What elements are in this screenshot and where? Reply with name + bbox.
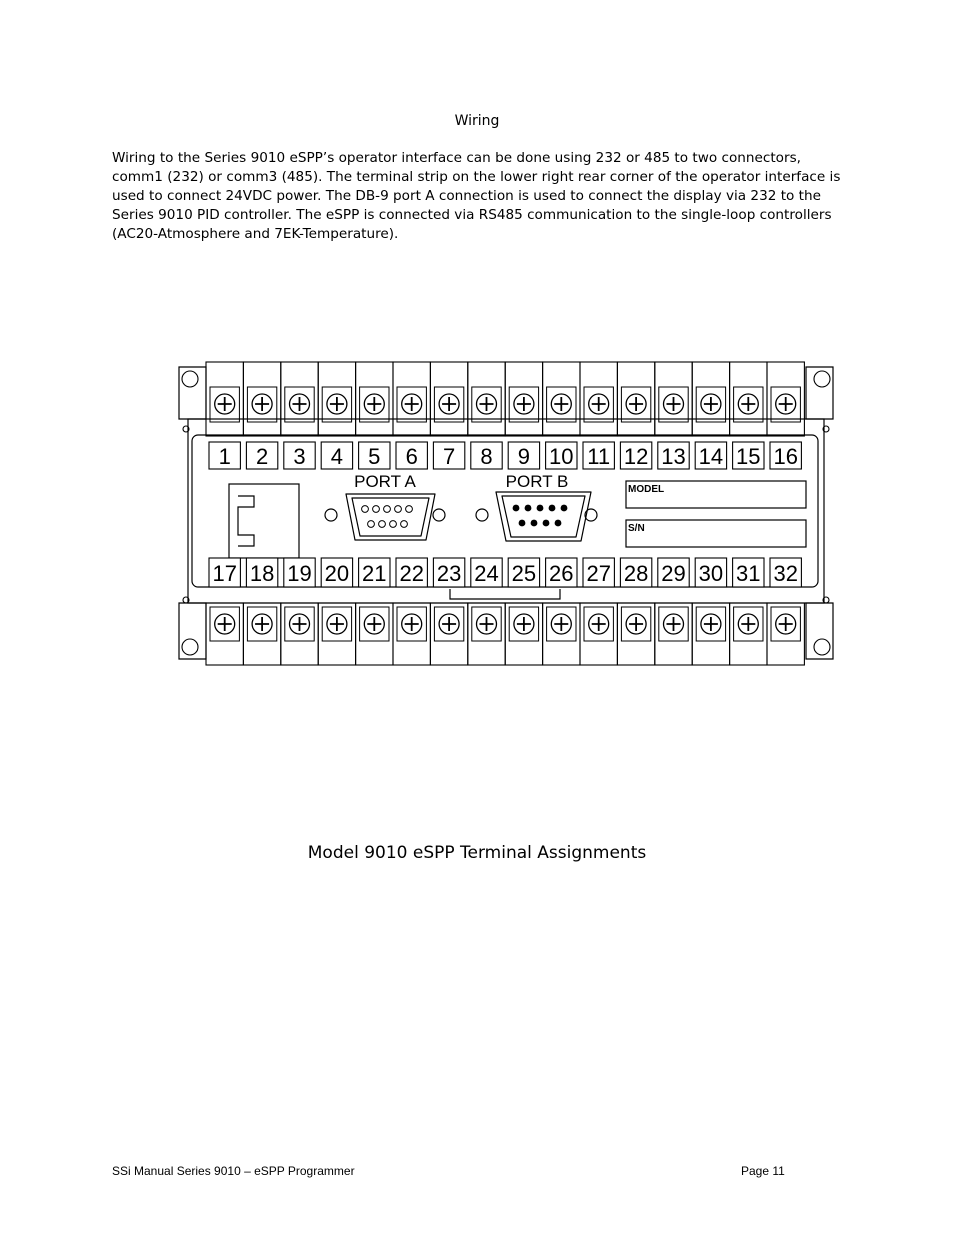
bottom-terminal-screw-slot: [741, 617, 755, 631]
bottom-terminal-number: 19: [287, 561, 312, 586]
bottom-terminal-number: 25: [511, 561, 537, 586]
top-terminal-screw-slot: [592, 397, 606, 411]
top-terminal-number: 10: [549, 444, 574, 469]
bottom-terminal-number: 32: [773, 561, 798, 586]
port-b-pin: [525, 505, 532, 512]
top-terminal-number: 8: [480, 444, 493, 469]
port-b-pin: [555, 520, 562, 527]
port-a-inner: [352, 498, 429, 536]
top-terminal-screw-slot: [218, 397, 232, 411]
port-a-pin: [368, 521, 375, 528]
terminal-diagram: [176, 357, 836, 671]
bottom-terminal-screw-slot: [554, 617, 568, 631]
top-terminal-screw-slot: [517, 397, 531, 411]
mounting-hole: [182, 371, 198, 387]
bottom-terminal-number: 17: [212, 561, 237, 586]
bottom-terminal-number: 27: [586, 561, 611, 586]
port-b-pin: [561, 505, 568, 512]
rj-jack-tab: [238, 496, 254, 546]
bottom-terminal-screw-slot: [330, 617, 344, 631]
bottom-terminal-number: 22: [399, 561, 424, 586]
bottom-terminal-screw-slot: [405, 617, 419, 631]
footer-page-number: Page 11: [741, 1164, 785, 1178]
port-b-pin: [519, 520, 526, 527]
footer-document-title: SSi Manual Series 9010 – eSPP Programmer: [112, 1164, 355, 1178]
bottom-terminal-screw-slot: [704, 617, 718, 631]
top-terminal-screw-slot: [554, 397, 568, 411]
top-terminal-screw-slot: [367, 397, 381, 411]
section-heading: Wiring: [454, 113, 500, 129]
top-terminal-number: 4: [330, 444, 344, 469]
top-terminal-number: 11: [587, 444, 611, 469]
top-terminal-screw-slot: [779, 397, 793, 411]
bottom-terminal-screw-slot: [442, 617, 456, 631]
port-b-pin: [537, 505, 544, 512]
figure-caption: Model 9010 eSPP Terminal Assignments: [307, 843, 647, 863]
top-terminal-number: 12: [623, 444, 649, 469]
top-terminal-number: 3: [293, 444, 306, 469]
mounting-hole: [814, 639, 830, 655]
port-a-pin: [406, 506, 413, 513]
top-terminal-screw-slot: [480, 397, 494, 411]
bottom-terminal-number: 29: [661, 561, 686, 586]
bottom-terminal-screw-slot: [517, 617, 531, 631]
mounting-hole: [182, 639, 198, 655]
port-b-pin: [549, 505, 556, 512]
bottom-terminal-screw-slot: [255, 617, 269, 631]
rj-jack: [229, 484, 299, 558]
jumper-link: [450, 589, 560, 599]
top-terminal-screw-slot: [405, 397, 419, 411]
top-terminal-number: 9: [517, 444, 531, 469]
top-terminal-screw-slot: [255, 397, 269, 411]
mounting-hole: [814, 371, 830, 387]
bottom-terminal-screw-slot: [667, 617, 681, 631]
top-terminal-number: 6: [405, 444, 418, 469]
port-a-pin: [362, 506, 369, 513]
top-terminal-number: 7: [442, 444, 456, 469]
port-b-inner: [502, 496, 585, 537]
port-b-left-screw: [476, 509, 488, 521]
bottom-terminal-screw-slot: [629, 617, 643, 631]
port-a-pin: [379, 521, 386, 528]
top-terminal-screw-slot: [330, 397, 344, 411]
top-terminal-number: 1: [218, 444, 231, 469]
top-terminal-number: 14: [698, 444, 724, 469]
port-b-pin: [513, 505, 520, 512]
top-terminal-screw-slot: [741, 397, 755, 411]
port-a-pin: [390, 521, 397, 528]
port-a-right-screw: [433, 509, 445, 521]
top-terminal-number: 5: [368, 444, 381, 469]
top-terminal-number: 16: [773, 444, 798, 469]
port-a-pin: [373, 506, 380, 513]
bottom-terminal-number: 31: [736, 561, 761, 586]
top-terminal-screw-slot: [442, 397, 456, 411]
bottom-terminal-screw-slot: [293, 617, 307, 631]
bottom-terminal-screw-slot: [218, 617, 232, 631]
bottom-terminal-number: 18: [249, 561, 275, 586]
port-a-pin: [401, 521, 408, 528]
port-a-label: PORT A: [354, 472, 416, 491]
bottom-terminal-screw-slot: [592, 617, 606, 631]
port-a-pin: [384, 506, 391, 513]
top-terminal-screw-slot: [667, 397, 681, 411]
bottom-terminal-screw-slot: [367, 617, 381, 631]
top-terminal-number: 13: [661, 444, 686, 469]
serial-label: S/N: [628, 523, 645, 534]
bottom-terminal-screw-slot: [779, 617, 793, 631]
intro-paragraph: Wiring to the Series 9010 eSPP’s operator interface can be done using 232 or 485 to two connectors, comm1 (232) or comm3 (485). The terminal strip on the lower right rear corner of the operator interface is used to connect 24VDC power. The DB-9 port A connection is used to connect the display via 232 to the Series 9010 PID controller. The eSPP is connected via RS485 communication to the single-loop controllers (AC20-Atmosphere and 7EK-Temperature).: [112, 150, 841, 242]
serial-label-box: [626, 520, 806, 547]
top-terminal-screw-slot: [704, 397, 718, 411]
right-flange: [806, 367, 833, 659]
port-a-left-screw: [325, 509, 337, 521]
top-terminal-number: 15: [736, 444, 761, 469]
bottom-terminal-number: 23: [436, 561, 462, 586]
top-terminal-screw-slot: [629, 397, 643, 411]
port-b-pin: [543, 520, 550, 527]
bottom-terminal-number: 21: [362, 561, 387, 586]
top-terminal-number: 2: [255, 444, 269, 469]
port-a-pin: [395, 506, 402, 513]
bottom-terminal-screw-slot: [480, 617, 494, 631]
bottom-terminal-number: 24: [474, 561, 499, 586]
bottom-terminal-number: 28: [623, 561, 649, 586]
port-b-pin: [531, 520, 538, 527]
bottom-terminal-number: 20: [324, 561, 350, 586]
model-label: MODEL: [628, 484, 665, 495]
top-terminal-screw-slot: [293, 397, 307, 411]
terminal-diagram-svg: [176, 357, 836, 667]
port-b-label: PORT B: [505, 472, 569, 491]
bottom-terminal-number: 26: [549, 561, 574, 586]
bottom-terminal-number: 30: [698, 561, 724, 586]
